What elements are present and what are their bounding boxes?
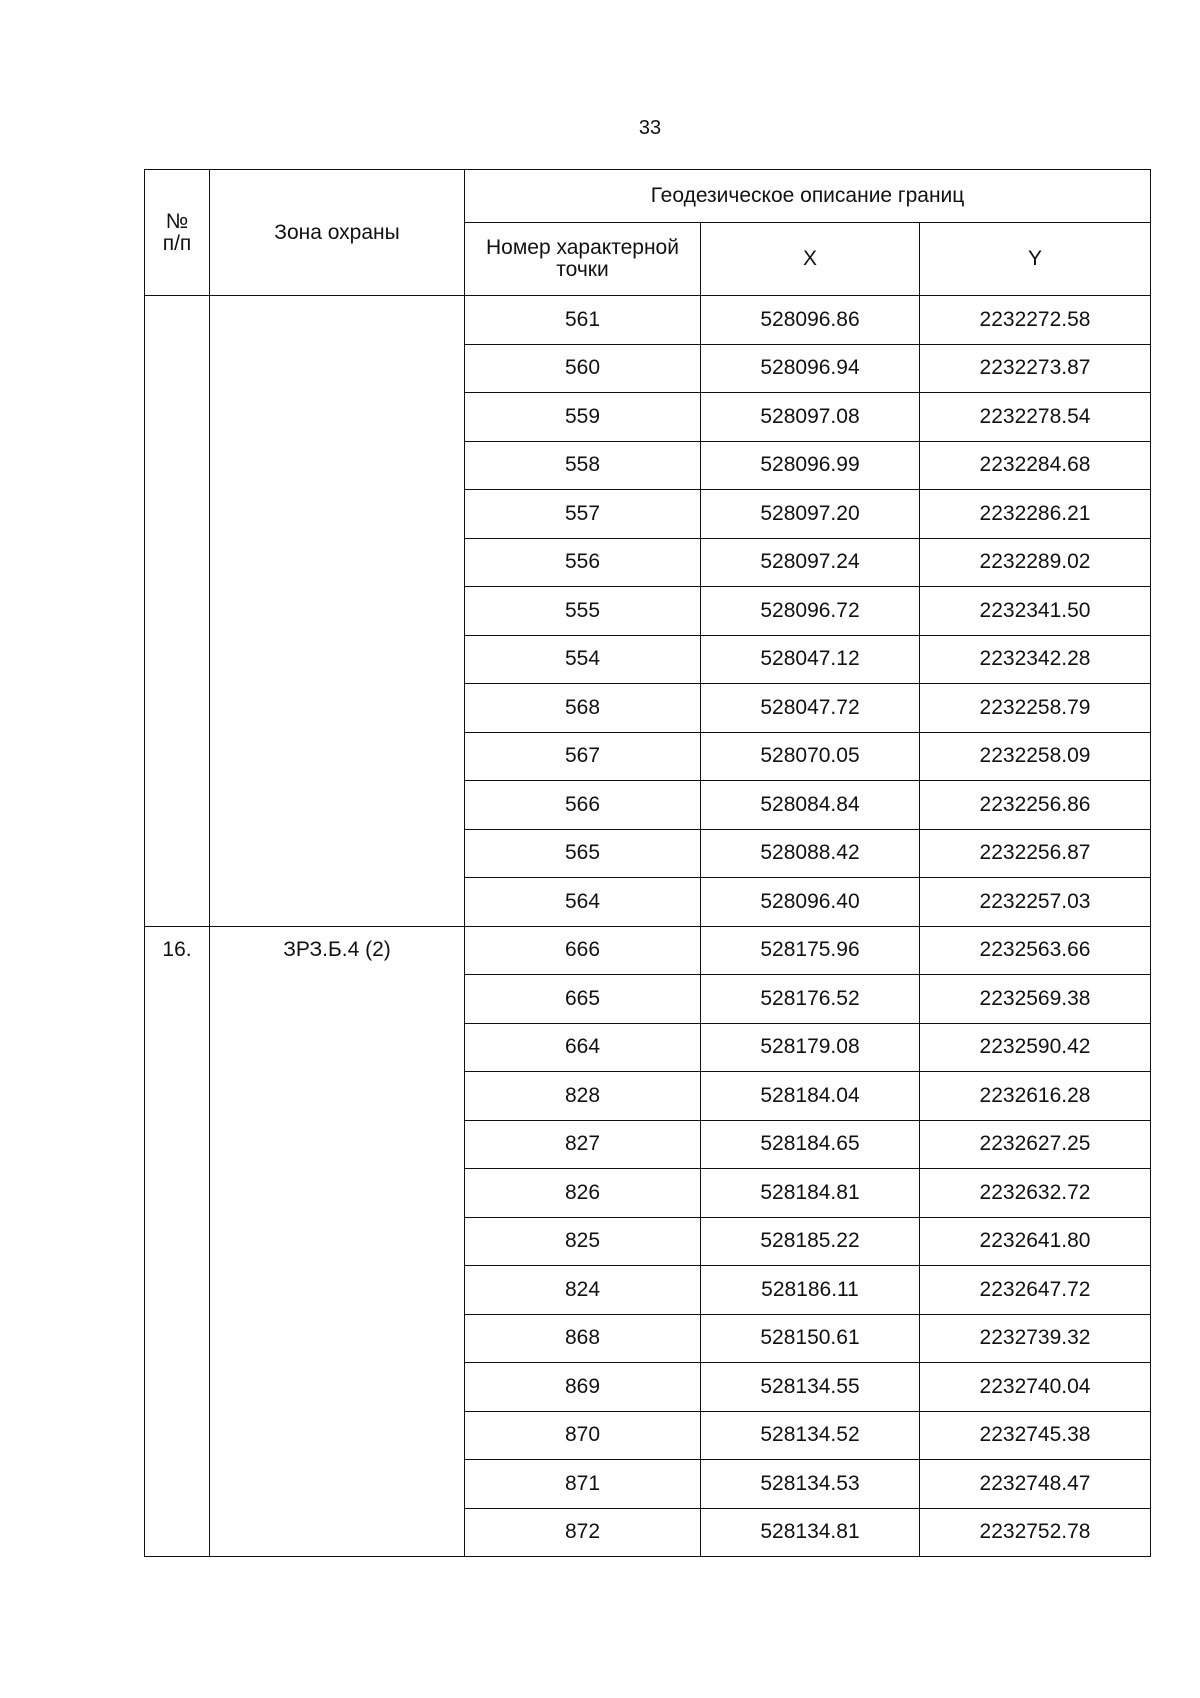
point-number-cell: 827: [465, 1120, 701, 1169]
geodetic-boundary-table: [144, 169, 1151, 1557]
x-coordinate-cell: 528176.52: [701, 975, 920, 1024]
point-column-header: Номер характерной точки: [465, 223, 701, 296]
point-number-cell: 871: [465, 1460, 701, 1509]
x-coordinate-cell: 528096.40: [701, 878, 920, 927]
point-number-cell: 824: [465, 1266, 701, 1315]
point-number-cell: 868: [465, 1314, 701, 1363]
row-number-text: 16.: [162, 937, 192, 961]
row-number-cell: [145, 926, 210, 1557]
geo-group-header: Геодезическое описание границ: [465, 170, 1151, 223]
y-coordinate-cell: 2232284.68: [920, 441, 1151, 490]
x-coordinate-cell: 528097.08: [701, 393, 920, 442]
y-coordinate-cell: 2232752.78: [920, 1508, 1151, 1557]
x-coordinate-cell: 528134.55: [701, 1363, 920, 1412]
y-coordinate-cell: 2232341.50: [920, 587, 1151, 636]
num-column-header: № п/п: [145, 170, 210, 296]
x-coordinate-cell: 528186.11: [701, 1266, 920, 1315]
point-number-cell: 828: [465, 1072, 701, 1121]
y-coordinate-cell: 2232641.80: [920, 1217, 1151, 1266]
x-coordinate-cell: 528047.72: [701, 684, 920, 733]
row-number-cell: [145, 296, 210, 927]
x-coordinate-cell: 528150.61: [701, 1314, 920, 1363]
point-number-cell: 872: [465, 1508, 701, 1557]
point-number-cell: 567: [465, 732, 701, 781]
zone-text: ЗРЗ.Б.4 (2): [283, 937, 391, 961]
point-number-cell: 869: [465, 1363, 701, 1412]
y-column-header: Y: [920, 223, 1151, 296]
point-number-cell: 556: [465, 538, 701, 587]
y-coordinate-cell: 2232739.32: [920, 1314, 1151, 1363]
point-number-cell: 561: [465, 296, 701, 345]
zone-column-header: Зона охраны: [210, 170, 465, 296]
y-coordinate-cell: 2232257.03: [920, 878, 1151, 927]
x-coordinate-cell: 528134.81: [701, 1508, 920, 1557]
header-row-top: [145, 170, 1151, 223]
x-coordinate-cell: 528096.94: [701, 344, 920, 393]
point-number-cell: 665: [465, 975, 701, 1024]
x-coordinate-cell: 528097.20: [701, 490, 920, 539]
point-number-cell: 559: [465, 393, 701, 442]
point-number-cell: 558: [465, 441, 701, 490]
y-coordinate-cell: 2232286.21: [920, 490, 1151, 539]
x-coordinate-cell: 528175.96: [701, 926, 920, 975]
x-coordinate-cell: 528096.99: [701, 441, 920, 490]
point-number-cell: 825: [465, 1217, 701, 1266]
x-coordinate-cell: 528084.84: [701, 781, 920, 830]
point-number-cell: 566: [465, 781, 701, 830]
zone-cell: [210, 296, 465, 927]
x-coordinate-cell: 528185.22: [701, 1217, 920, 1266]
x-coordinate-cell: 528134.53: [701, 1460, 920, 1509]
point-number-cell: 664: [465, 1023, 701, 1072]
zone-cell: [210, 926, 465, 1557]
x-coordinate-cell: 528184.81: [701, 1169, 920, 1218]
y-coordinate-cell: 2232740.04: [920, 1363, 1151, 1412]
x-coordinate-cell: 528184.65: [701, 1120, 920, 1169]
y-coordinate-cell: 2232616.28: [920, 1072, 1151, 1121]
table-row: [145, 296, 1151, 345]
x-coordinate-cell: 528096.72: [701, 587, 920, 636]
x-coordinate-cell: 528088.42: [701, 829, 920, 878]
x-coordinate-cell: 528134.52: [701, 1411, 920, 1460]
y-coordinate-cell: 2232745.38: [920, 1411, 1151, 1460]
zone-text: [210, 296, 464, 308]
y-coordinate-cell: 2232748.47: [920, 1460, 1151, 1509]
point-number-cell: 826: [465, 1169, 701, 1218]
table-body: [145, 296, 1151, 1557]
point-number-cell: 557: [465, 490, 701, 539]
y-coordinate-cell: 2232258.79: [920, 684, 1151, 733]
y-coordinate-cell: 2232273.87: [920, 344, 1151, 393]
point-number-cell: 564: [465, 878, 701, 927]
y-coordinate-cell: 2232590.42: [920, 1023, 1151, 1072]
table-row: [145, 926, 1151, 975]
y-coordinate-cell: 2232647.72: [920, 1266, 1151, 1315]
y-coordinate-cell: 2232289.02: [920, 538, 1151, 587]
point-number-cell: 870: [465, 1411, 701, 1460]
x-coordinate-cell: 528179.08: [701, 1023, 920, 1072]
point-number-cell: 554: [465, 635, 701, 684]
y-coordinate-cell: 2232278.54: [920, 393, 1151, 442]
y-coordinate-cell: 2232256.86: [920, 781, 1151, 830]
y-coordinate-cell: 2232632.72: [920, 1169, 1151, 1218]
y-coordinate-cell: 2232569.38: [920, 975, 1151, 1024]
page-number: 33: [638, 117, 662, 139]
x-column-header: X: [701, 223, 920, 296]
y-coordinate-cell: 2232258.09: [920, 732, 1151, 781]
point-number-cell: 565: [465, 829, 701, 878]
y-coordinate-cell: 2232256.87: [920, 829, 1151, 878]
y-coordinate-cell: 2232342.28: [920, 635, 1151, 684]
y-coordinate-cell: 2232272.58: [920, 296, 1151, 345]
x-coordinate-cell: 528096.86: [701, 296, 920, 345]
y-coordinate-cell: 2232563.66: [920, 926, 1151, 975]
point-number-cell: 666: [465, 926, 701, 975]
x-coordinate-cell: 528097.24: [701, 538, 920, 587]
x-coordinate-cell: 528047.12: [701, 635, 920, 684]
point-number-cell: 560: [465, 344, 701, 393]
row-number-text: [145, 296, 209, 308]
y-coordinate-cell: 2232627.25: [920, 1120, 1151, 1169]
x-coordinate-cell: 528070.05: [701, 732, 920, 781]
x-coordinate-cell: 528184.04: [701, 1072, 920, 1121]
point-number-cell: 568: [465, 684, 701, 733]
point-number-cell: 555: [465, 587, 701, 636]
